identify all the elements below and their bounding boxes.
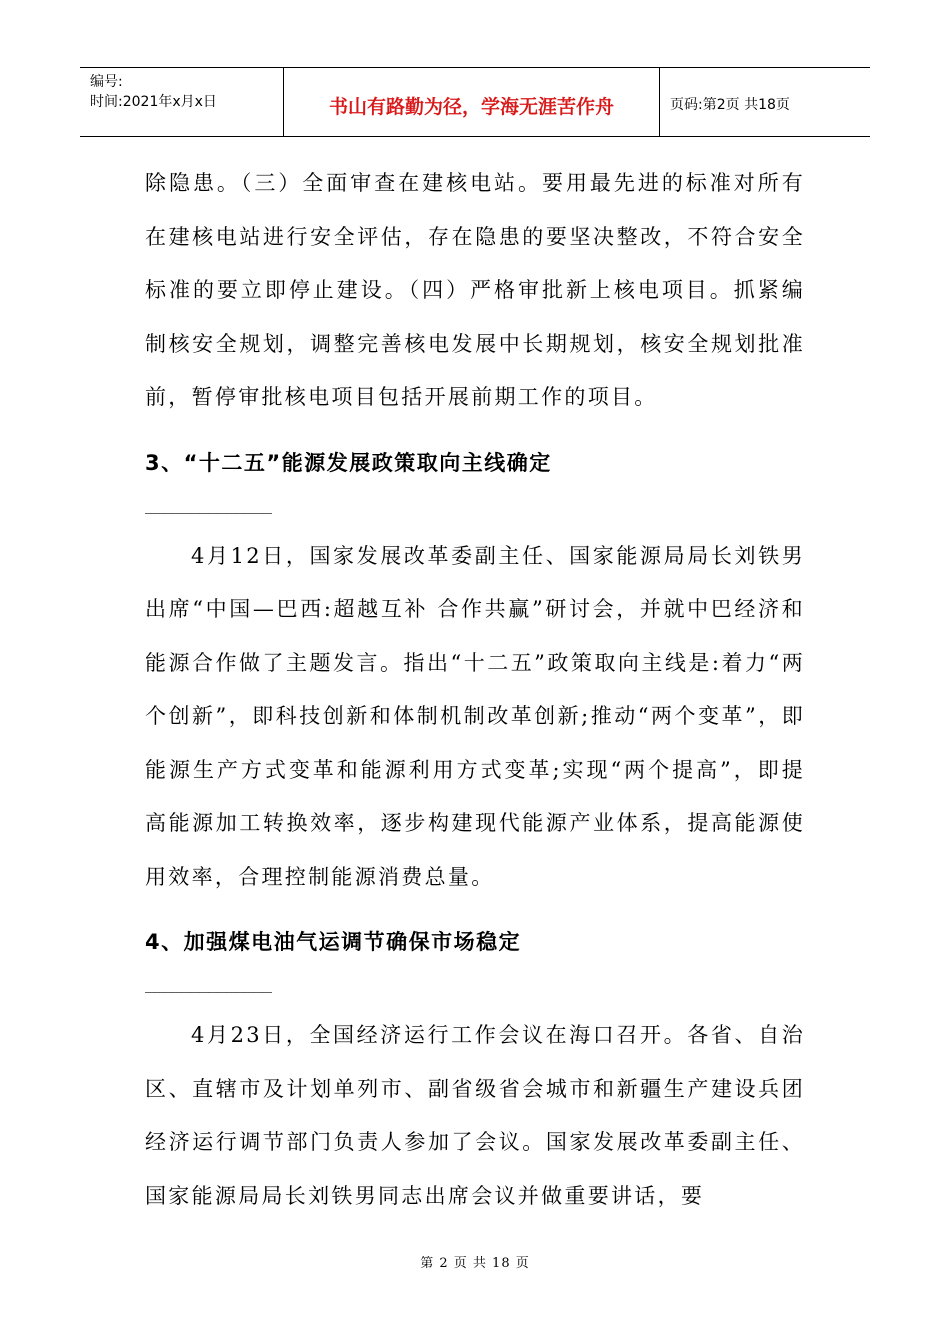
page-footer: 第 2 页 共 18 页 (420, 1256, 530, 1271)
header-motto: 书山有路勤为径，学海无涯苦作舟 (283, 68, 660, 136)
section-heading-3: 3、“十二五”能源发展政策取向主线确定 (145, 450, 552, 475)
header-page-info: 页码:第2页 共18页 (670, 97, 790, 113)
document-body (145, 157, 805, 1223)
paragraph-2: 4月12日，国家发展改革委副主任、国家能源局局长刘铁男出席“中国—巴西:超越互补 合作共赢”研讨会，并就中巴经济和能源合作做了主题发言。指出“十二五”政策取向主线是:着力“两个创新”，即科技创新和体制机制改革创新;推动“两个变革”，即能源生产方式变革和能源利用方式变革;实现“两个提高”，即提高能源加工转换效率，逐步构建现代能源产业体系，提高能源使用效率，合理控制能源消费总量。 (145, 543, 805, 889)
section-heading-4: 4、加强煤电油气运调节确保市场稳定 (145, 930, 522, 954)
paragraph-3: 4月23日，全国经济运行工作会议在海口召开。各省、自治区、直辖市及计划单列市、副省级省会城市和新疆生产建设兵团经济运行调节部门负责人参加了会议。国家发展改革委副主任、国家能源局局长刘铁男同志出席会议并做重要讲话，要 (145, 1023, 805, 1208)
paragraph-1: 除隐患。（三）全面审查在建核电站。要用最先进的标准对所有在建核电站进行安全评估，存在隐患的要坚决整改，不符合安全标准的要立即停止建设。（四）严格审批新上核电项目。抓紧编制核安全规划，调整完善核电发展中长期规划，核安全规划批准前，暂停审批核电项目包括开展前期工作的项目。 (145, 171, 805, 409)
header-meta (80, 68, 283, 136)
document-header (80, 67, 870, 137)
separator-rule-2: ______________ (145, 974, 272, 993)
number-label: 编号: (90, 74, 123, 90)
separator-rule-1: ______________ (145, 494, 272, 514)
time-label: 时间:2021年x月x日 (90, 94, 217, 110)
